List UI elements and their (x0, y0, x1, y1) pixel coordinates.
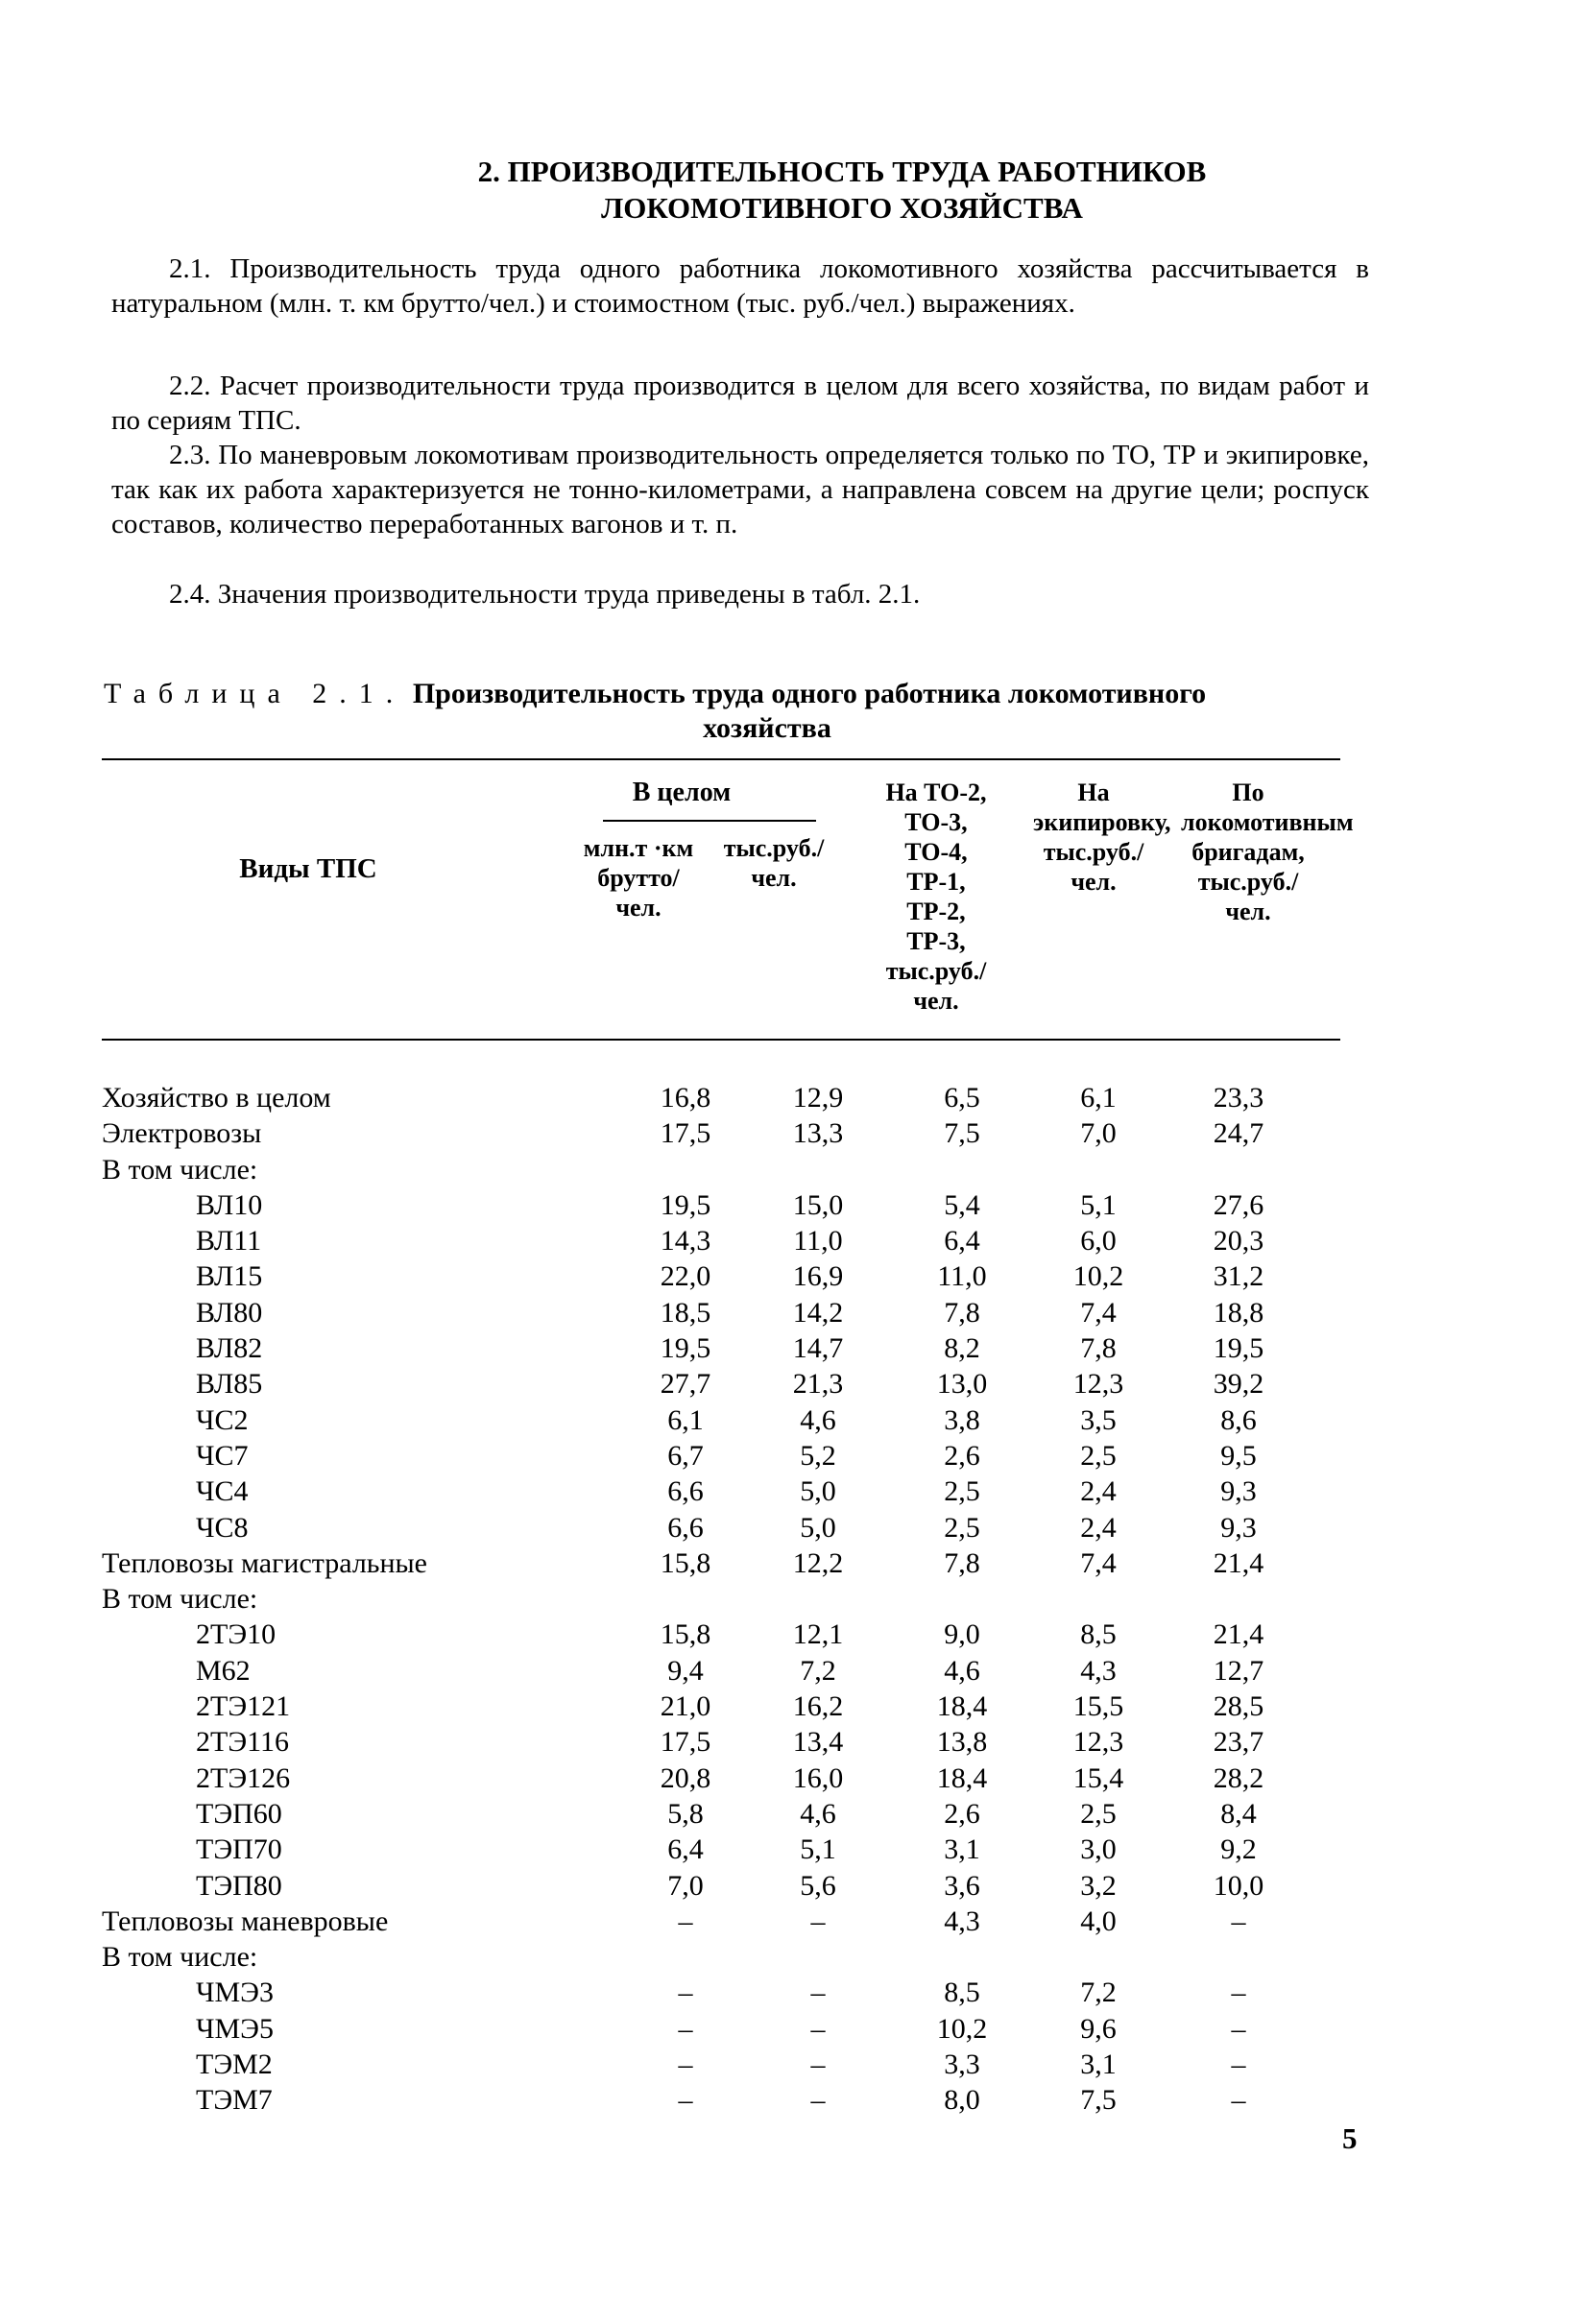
row-value-col2: 5,0 (800, 1511, 836, 1544)
row-name: В том числе: (102, 1153, 258, 1186)
table-caption (104, 677, 1373, 746)
section-title-line1: 2. ПРОИЗВОДИТЕЛЬНОСТЬ ТРУДА РАБОТНИКОВ (477, 155, 1207, 188)
row-value-col5: – (1231, 2048, 1246, 2081)
row-name: 2ТЭ126 (196, 1761, 291, 1794)
row-value-col3: 4,3 (944, 1905, 980, 1937)
header-col5: По локомотивным бригадам, тыс.руб./ чел. (1181, 779, 1354, 925)
row-value-col4: 10,2 (1072, 1260, 1124, 1293)
table-row (102, 1868, 1340, 1904)
row-value-col5: 12,7 (1213, 1654, 1264, 1687)
table-row (102, 1223, 1340, 1258)
row-value-col1: – (678, 2012, 693, 2045)
table-row (102, 1187, 1340, 1223)
row-name: ТЭП70 (196, 1833, 282, 1866)
row-value-col5: 28,5 (1213, 1690, 1264, 1723)
row-value-col3: 2,5 (944, 1475, 980, 1508)
table-top-rule (102, 758, 1340, 760)
row-name: ВЛ82 (196, 1332, 263, 1365)
row-value-col5: 9,3 (1220, 1475, 1257, 1508)
row-value-col4: 4,0 (1080, 1905, 1117, 1937)
table-row (102, 1080, 1340, 1115)
table-row (102, 1939, 1340, 1975)
row-value-col5: 39,2 (1213, 1368, 1264, 1401)
row-value-col1: 17,5 (660, 1117, 711, 1150)
row-value-col5: 19,5 (1213, 1332, 1264, 1365)
row-value-col2: – (810, 2012, 826, 2045)
row-value-col3: 11,0 (937, 1260, 987, 1293)
row-value-col5: 20,3 (1213, 1225, 1264, 1258)
row-value-col5: – (1231, 2012, 1246, 2045)
row-value-col2: 13,3 (792, 1117, 844, 1150)
table-row (102, 1473, 1340, 1509)
row-name: Хозяйство в целом (102, 1082, 331, 1114)
table-row (102, 2047, 1340, 2082)
row-value-col4: 15,5 (1072, 1690, 1124, 1723)
header-overall-rule (603, 820, 816, 822)
row-name: ЧС4 (196, 1475, 249, 1508)
table-row (102, 1438, 1340, 1473)
row-value-col5: 9,5 (1220, 1439, 1257, 1472)
row-name: Тепловозы маневровые (102, 1905, 389, 1937)
row-value-col2: 5,0 (800, 1475, 836, 1508)
row-value-col1: 14,3 (660, 1225, 711, 1258)
row-value-col3: 6,4 (944, 1225, 980, 1258)
row-value-col4: 7,4 (1080, 1546, 1117, 1579)
row-value-col2: 11,0 (793, 1225, 843, 1258)
row-value-col4: 7,4 (1080, 1296, 1117, 1329)
table-caption-label: Таблица 2.1. (104, 678, 406, 709)
table-row (102, 1258, 1340, 1294)
table-row (102, 1617, 1340, 1652)
row-value-col4: 12,3 (1072, 1368, 1124, 1401)
row-value-col1: – (678, 1905, 693, 1937)
table-row (102, 1295, 1340, 1330)
header-col2: тыс.руб./ чел. (723, 834, 825, 892)
row-value-col1: 27,7 (660, 1368, 711, 1401)
table-row (102, 1761, 1340, 1796)
row-value-col2: 16,0 (792, 1761, 844, 1794)
row-value-col2: 5,6 (800, 1869, 836, 1902)
row-value-col2: 16,9 (792, 1260, 844, 1293)
row-value-col4: 7,5 (1080, 2084, 1117, 2117)
row-value-col1: 20,8 (660, 1761, 711, 1794)
row-value-col1: 9,4 (667, 1654, 704, 1687)
row-value-col2: – (810, 1905, 826, 1937)
row-name: Тепловозы магистральные (102, 1546, 427, 1579)
row-value-col1: – (678, 2084, 693, 2117)
row-name: В том числе: (102, 1941, 258, 1974)
header-col3: На ТО-2, ТО-3, ТО-4, ТР-1, ТР-2, ТР-3, тыс.руб./ чел. (885, 779, 987, 1015)
table-row (102, 1975, 1340, 2010)
row-value-col2: 15,0 (792, 1188, 844, 1221)
row-value-col1: 6,6 (667, 1475, 704, 1508)
table-row (102, 1689, 1340, 1724)
row-value-col3: 13,0 (936, 1368, 988, 1401)
table-row (102, 1832, 1340, 1867)
row-value-col5: 21,4 (1213, 1546, 1264, 1579)
row-value-col5: 31,2 (1213, 1260, 1264, 1293)
row-name: 2ТЭ10 (196, 1618, 277, 1651)
row-value-col1: 5,8 (667, 1797, 704, 1830)
row-value-col4: 2,4 (1080, 1511, 1117, 1544)
row-value-col3: 2,6 (944, 1797, 980, 1830)
row-name: ТЭП60 (196, 1797, 282, 1830)
row-value-col4: 7,0 (1080, 1117, 1117, 1150)
table-row (102, 1115, 1340, 1151)
row-name: ВЛ11 (196, 1225, 262, 1258)
row-value-col2: 21,3 (792, 1368, 844, 1401)
row-value-col3: 10,2 (936, 2012, 988, 2045)
row-value-col3: 7,8 (944, 1546, 980, 1579)
table-caption-line2: хозяйства (703, 712, 831, 744)
table-caption-text: Производительность труда одного работника локомотивного (412, 678, 1207, 709)
row-value-col1: 6,1 (667, 1403, 704, 1436)
row-value-col3: 2,5 (944, 1511, 980, 1544)
row-value-col5: 18,8 (1213, 1296, 1264, 1329)
paragraph-2-1: 2.1. Производительность труда одного работника локомотивного хозяйства рассчитывается в натуральном (млн. т. км брутто/чел.) и стоимостном (тыс. руб./чел.) выражениях. (111, 253, 1369, 319)
section-title-line2: ЛОКОМОТИВНОГО ХОЗЯЙСТВА (601, 191, 1083, 225)
row-value-col2: – (810, 2048, 826, 2081)
row-value-col5: 27,6 (1213, 1188, 1264, 1221)
row-value-col3: 3,3 (944, 2048, 980, 2081)
row-value-col4: 7,8 (1080, 1332, 1117, 1365)
row-value-col1: 15,8 (660, 1546, 711, 1579)
row-value-col4: 3,1 (1080, 2048, 1117, 2081)
row-value-col1: 22,0 (660, 1260, 711, 1293)
row-value-col5: – (1231, 2084, 1246, 2117)
row-value-col1: 6,7 (667, 1439, 704, 1472)
row-value-col2: 5,1 (800, 1833, 836, 1866)
table-row (102, 1581, 1340, 1617)
row-value-col2: 5,2 (800, 1439, 836, 1472)
row-value-col2: – (810, 2084, 826, 2117)
row-name: В том числе: (102, 1583, 258, 1616)
table-row (102, 1724, 1340, 1760)
header-col1: млн.т ·км брутто/ чел. (583, 834, 694, 922)
table-row (102, 1366, 1340, 1402)
row-value-col3: 18,4 (936, 1690, 988, 1723)
row-value-col5: 9,3 (1220, 1511, 1257, 1544)
row-value-col5: – (1231, 1977, 1246, 2009)
row-value-col5: 28,2 (1213, 1761, 1264, 1794)
row-value-col5: 24,7 (1213, 1117, 1264, 1150)
row-value-col5: 8,6 (1220, 1403, 1257, 1436)
row-value-col4: 4,3 (1080, 1654, 1117, 1687)
row-value-col2: 13,4 (792, 1726, 844, 1759)
section-title (0, 154, 1588, 227)
row-name: ВЛ10 (196, 1188, 263, 1221)
row-value-col2: 4,6 (800, 1797, 836, 1830)
row-value-col5: 23,3 (1213, 1082, 1264, 1114)
header-overall: В целом (632, 778, 732, 807)
row-value-col4: 6,1 (1080, 1082, 1117, 1114)
row-value-col1: 7,0 (667, 1869, 704, 1902)
row-name: ТЭП80 (196, 1869, 282, 1902)
row-value-col2: 14,7 (792, 1332, 844, 1365)
row-name: М62 (196, 1654, 251, 1687)
row-value-col2: 4,6 (800, 1403, 836, 1436)
row-name: ЧС2 (196, 1403, 249, 1436)
row-value-col3: 6,5 (944, 1082, 980, 1114)
row-value-col3: 8,5 (944, 1977, 980, 2009)
row-value-col5: 21,4 (1213, 1618, 1264, 1651)
page-number: 5 (1342, 2121, 1358, 2155)
row-name: ЧС8 (196, 1511, 249, 1544)
paragraph-2-4: 2.4. Значения производительности труда приведены в табл. 2.1. (169, 579, 921, 610)
row-value-col2: – (810, 1977, 826, 2009)
row-name: ВЛ15 (196, 1260, 263, 1293)
row-name: Электровозы (102, 1117, 262, 1150)
row-value-col5: 8,4 (1220, 1797, 1257, 1830)
row-value-col1: 6,6 (667, 1511, 704, 1544)
row-value-col5: 10,0 (1213, 1869, 1264, 1902)
row-value-col4: 15,4 (1072, 1761, 1124, 1794)
row-value-col3: 5,4 (944, 1188, 980, 1221)
row-value-col5: 23,7 (1213, 1726, 1264, 1759)
table-row (102, 1510, 1340, 1545)
row-value-col1: 19,5 (660, 1188, 711, 1221)
row-name: ЧС7 (196, 1439, 249, 1472)
row-value-col4: 5,1 (1080, 1188, 1117, 1221)
table-row (102, 2011, 1340, 2047)
header-types: Виды ТПС (239, 853, 377, 884)
row-value-col2: 12,1 (792, 1618, 844, 1651)
row-name: ТЭМ7 (196, 2084, 273, 2117)
row-value-col4: 3,2 (1080, 1869, 1117, 1902)
row-name: ЧМЭ3 (196, 1977, 274, 2009)
table-row (102, 1402, 1340, 1438)
row-value-col4: 12,3 (1072, 1726, 1124, 1759)
row-value-col4: 8,5 (1080, 1618, 1117, 1651)
row-name: ЧМЭ5 (196, 2012, 274, 2045)
header-col4: На экипировку, тыс.руб./ чел. (1033, 779, 1171, 896)
row-value-col3: 8,0 (944, 2084, 980, 2117)
row-value-col3: 4,6 (944, 1654, 980, 1687)
table-row (102, 1653, 1340, 1689)
row-value-col4: 2,5 (1080, 1797, 1117, 1830)
row-value-col2: 12,9 (792, 1082, 844, 1114)
row-value-col4: 9,6 (1080, 2012, 1117, 2045)
row-value-col3: 3,6 (944, 1869, 980, 1902)
row-name: 2ТЭ116 (196, 1726, 290, 1759)
row-value-col3: 9,0 (944, 1618, 980, 1651)
paragraph-2-2: 2.2. Расчет производительности труда производится в целом для всего хозяйства, по видам работ и по сериям ТПС. (111, 371, 1369, 436)
row-value-col1: 18,5 (660, 1296, 711, 1329)
row-value-col1: – (678, 1977, 693, 2009)
row-value-col4: 3,0 (1080, 1833, 1117, 1866)
row-value-col3: 7,5 (944, 1117, 980, 1150)
row-name: 2ТЭ121 (196, 1690, 291, 1723)
row-value-col1: – (678, 2048, 693, 2081)
row-value-col1: 21,0 (660, 1690, 711, 1723)
row-value-col2: 16,2 (792, 1690, 844, 1723)
row-value-col1: 19,5 (660, 1332, 711, 1365)
row-name: ВЛ85 (196, 1368, 263, 1401)
table-row (102, 1152, 1340, 1187)
row-value-col2: 14,2 (792, 1296, 844, 1329)
row-value-col4: 6,0 (1080, 1225, 1117, 1258)
table-row (102, 2082, 1340, 2118)
table-header-rule (102, 1039, 1340, 1041)
row-value-col4: 7,2 (1080, 1977, 1117, 2009)
table-row (102, 1904, 1340, 1939)
row-value-col5: 9,2 (1220, 1833, 1257, 1866)
row-value-col3: 18,4 (936, 1761, 988, 1794)
row-name: ТЭМ2 (196, 2048, 273, 2081)
paragraph-2-3: 2.3. По маневровым локомотивам производительность определяется только по ТО, ТР и экипировке, так как их работа характеризуется не тонно-километрами, а направлена совсем на другие цели; роспуск составов, количество переработанных вагонов и т. п. (111, 440, 1369, 539)
row-value-col1: 16,8 (660, 1082, 711, 1114)
table-row (102, 1330, 1340, 1366)
row-value-col3: 3,8 (944, 1403, 980, 1436)
row-value-col1: 15,8 (660, 1618, 711, 1651)
row-value-col3: 7,8 (944, 1296, 980, 1329)
row-value-col1: 6,4 (667, 1833, 704, 1866)
row-value-col4: 2,5 (1080, 1439, 1117, 1472)
row-value-col3: 13,8 (936, 1726, 988, 1759)
table-row (102, 1796, 1340, 1832)
table-body (102, 1080, 1340, 2119)
row-name: ВЛ80 (196, 1296, 263, 1329)
row-value-col4: 3,5 (1080, 1403, 1117, 1436)
row-value-col4: 2,4 (1080, 1475, 1117, 1508)
row-value-col3: 8,2 (944, 1332, 980, 1365)
row-value-col5: – (1231, 1905, 1246, 1937)
table-row (102, 1545, 1340, 1581)
row-value-col2: 7,2 (800, 1654, 836, 1687)
row-value-col3: 2,6 (944, 1439, 980, 1472)
row-value-col1: 17,5 (660, 1726, 711, 1759)
row-value-col3: 3,1 (944, 1833, 980, 1866)
row-value-col2: 12,2 (792, 1546, 844, 1579)
